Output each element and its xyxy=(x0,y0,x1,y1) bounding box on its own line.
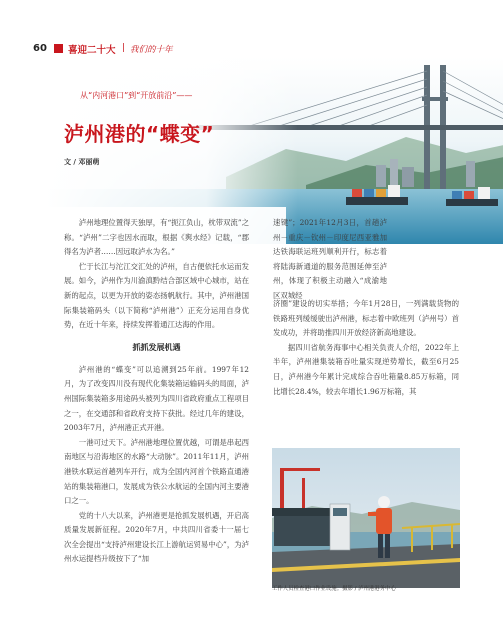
paragraph: 党的十八大以来，泸州港更是抢抓发展机遇，开启高质量发展新征程。2020年7月，中共四川省委十一届七次全会提出“支持泸州建设长江上游航运贸易中心”，为泸州水运提档升级按下了“加 xyxy=(64,510,249,564)
article-title: 泸州港的“蝶变” xyxy=(64,122,215,146)
paragraph: 伫于长江与沱江交汇处的泸州，自古便依托水运而发展。如今，泸州作为川渝滇黔结合部区域中心城市，站在新的起点，以更为开放的姿态扬帆航行。其中，泸州港国际集装箱码头（以下简称“泸州港”）正充分运用自身优势，在近十年来，持续发挥着通江达海的作用。 xyxy=(64,261,249,330)
column-subtitle: 我们的十年 xyxy=(130,45,173,55)
paragraph: 济圈”建设的切实举措；今年1月28日，一列满载货物的铁路班列缓缓驶出泸州港，标志着中欧班列（泸州号）首发成功，并将助推四川开放经济新高地建设。 xyxy=(273,299,459,338)
column-title: 喜迎二十大 xyxy=(68,45,116,56)
photo-caption: 工作人员检查港口作业设施。摄影 / 泸州港港务中心 xyxy=(272,586,396,592)
paragraph: 据四川省航务海事中心相关负责人介绍，2022年上半年，泸州港集装箱吞吐量实现逆势增长，截至6月25日，泸州港今年累计完成综合吞吐箱量8.85万标箱，同比增长28.4%，较去年增长1.96万标箱，其 xyxy=(273,342,459,396)
right-column-bottom xyxy=(273,297,459,399)
paragraph: 泸州港的“蝶变”可以追溯到25年前。1997年12月，为了改变四川没有现代化集装箱运输码头的局面，泸州国际集装箱多用途码头被列为四川省政府重点工程项目之一，在交通部和省政府支持下获批。经过几年的建设，2003年7月，泸州港正式开港。 xyxy=(64,364,249,433)
paragraph: 泸州地理位置得天独厚，有“扼江负山，枕带双流”之称。“泸州”二字也因水而取，根据《舆水经》记载，“郡得名为泸者……因远取泸水为名。” xyxy=(64,218,249,257)
left-column xyxy=(64,216,249,567)
right-column-top xyxy=(273,216,387,304)
paragraph: 速键”；2021年12月3日，首趟泸州－重庆－钦州－印度尼西亚雅加达铁海联运班列顺利开行，标志着将陆海新通道的服务范围延伸至泸州，体现了积极主动融入“成渝地区双城经 xyxy=(273,218,387,300)
port-worker-photo xyxy=(272,448,460,588)
section-heading: 抓抓发展机遇 xyxy=(132,342,181,352)
paragraph: 一港可过天下。泸州港地理位置优越，可谓是串起西南地区与沿海地区的水路“大动脉”。2011年11月，泸州港铁水联运首趟列车开行，成为全国内河首个铁路直通港站的集装箱港口，发展成为铁公水航运的全国内河主要港口之一。 xyxy=(64,437,249,506)
header-separator: | xyxy=(122,43,126,53)
section-marker-icon xyxy=(54,44,63,53)
article-byline: 文 / 邓丽萌 xyxy=(64,158,100,166)
article-kicker: 从“内河港口”到“开放前沿”—— xyxy=(80,91,193,100)
page-number: 60 xyxy=(33,43,47,54)
